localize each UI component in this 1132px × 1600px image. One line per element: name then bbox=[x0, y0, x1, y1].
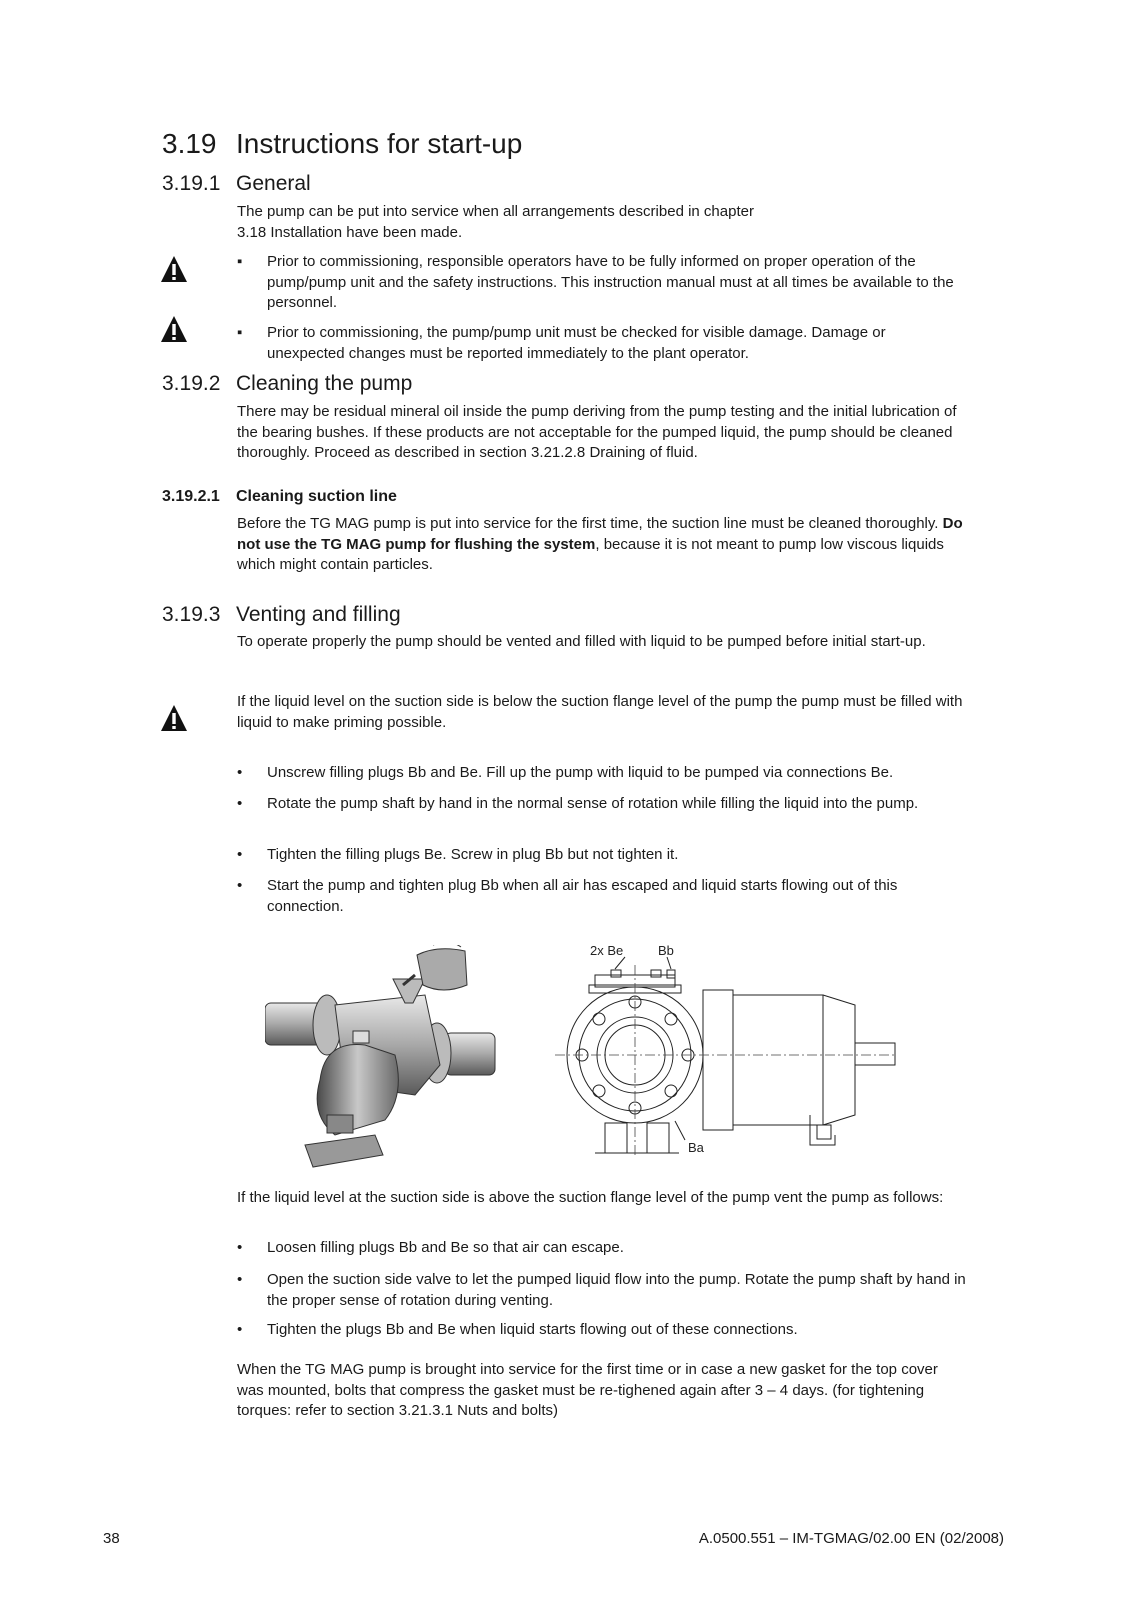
suction-text: Before the TG MAG pump is put into service for the first time, the suction line must be cleaned thoroughly. Do not use the TG MAG pump for flushing the system, because it is not meant to pump low viscous liquids which might contain particles. bbox=[237, 515, 963, 573]
list-item: • Open the suction side valve to let the pumped liquid flow into the pump. Rotate the pump shaft by hand in the proper sense of rotation during venting. bbox=[237, 1271, 966, 1309]
label-ba: Ba bbox=[688, 1140, 704, 1155]
general-warning-2: ▪ Prior to commissioning, the pump/pump unit must be checked for visible damage. Damage or unexpected changes must be reported immediately to the plant operator. bbox=[237, 324, 886, 362]
warning-icon bbox=[160, 255, 188, 283]
closing-text: When the TG MAG pump is brought into service for the first time or in case a new gasket for the top cover was mounted, bolts that compress the gasket must be re-tighened again after 3 – 4 days. (for tightening torques: refer to section 3.21.3.1 Nuts and bolts) bbox=[237, 1361, 938, 1419]
general-heading: 3.19.1 General bbox=[162, 172, 311, 195]
list-item: • Loosen filling plugs Bb and Be so that air can escape. bbox=[237, 1239, 624, 1256]
general-warning-1: ▪ Prior to commissioning, responsible operators have to be fully informed on proper operation of the pump/pump unit and the safety instructions. This instruction manual must at all times be available to the personnel. bbox=[237, 253, 954, 311]
warning-icon bbox=[160, 704, 188, 732]
list-item: • Start the pump and tighten plug Bb when all air has escaped and liquid starts flowing out of this connection. bbox=[237, 877, 898, 915]
section-title: 3.19 Instructions for start-up bbox=[162, 128, 523, 159]
pump-filling-illustration bbox=[265, 945, 515, 1175]
above-intro: If the liquid level at the suction side is above the suction flange level of the pump vent the pump as follows: bbox=[237, 1189, 944, 1206]
list-item: • Tighten the plugs Bb and Be when liquid starts flowing out of these connections. bbox=[237, 1321, 798, 1338]
page-number: 38 bbox=[103, 1530, 120, 1547]
general-intro: The pump can be put into service when all arrangements described in chapter 3.18 Installation have been made. bbox=[237, 203, 754, 241]
warning-icon bbox=[160, 315, 188, 343]
venting-warning: If the liquid level on the suction side is below the suction flange level of the pump the pump must be filled with liquid to make priming possible. bbox=[237, 693, 963, 731]
list-item: • Rotate the pump shaft by hand in the normal sense of rotation while filling the liquid into the pump. bbox=[237, 795, 919, 812]
list-item: • Unscrew filling plugs Bb and Be. Fill up the pump with liquid to be pumped via connections Be. bbox=[237, 764, 894, 781]
label-bb: Bb bbox=[658, 943, 674, 958]
pump-technical-drawing bbox=[555, 935, 910, 1170]
suction-heading: 3.19.2.1 Cleaning suction line bbox=[162, 488, 397, 505]
venting-intro: To operate properly the pump should be vented and filled with liquid to be pumped before initial start-up. bbox=[237, 633, 926, 650]
cleaning-text: There may be residual mineral oil inside the pump deriving from the pump testing and the initial lubrication of the bearing bushes. If these products are not acceptable for the pumped liquid, the pump should be cleaned thoroughly. Proceed as described in section 3.21.2.8 Draining of fluid. bbox=[237, 403, 957, 461]
cleaning-heading: 3.19.2 Cleaning the pump bbox=[162, 372, 413, 395]
list-item: • Tighten the filling plugs Be. Screw in plug Bb but not tighten it. bbox=[237, 846, 679, 863]
label-be: 2x Be bbox=[590, 943, 624, 958]
venting-heading: 3.19.3 Venting and filling bbox=[162, 603, 401, 626]
document-reference: A.0500.551 – IM-TGMAG/02.00 EN (02/2008) bbox=[698, 1530, 1004, 1547]
